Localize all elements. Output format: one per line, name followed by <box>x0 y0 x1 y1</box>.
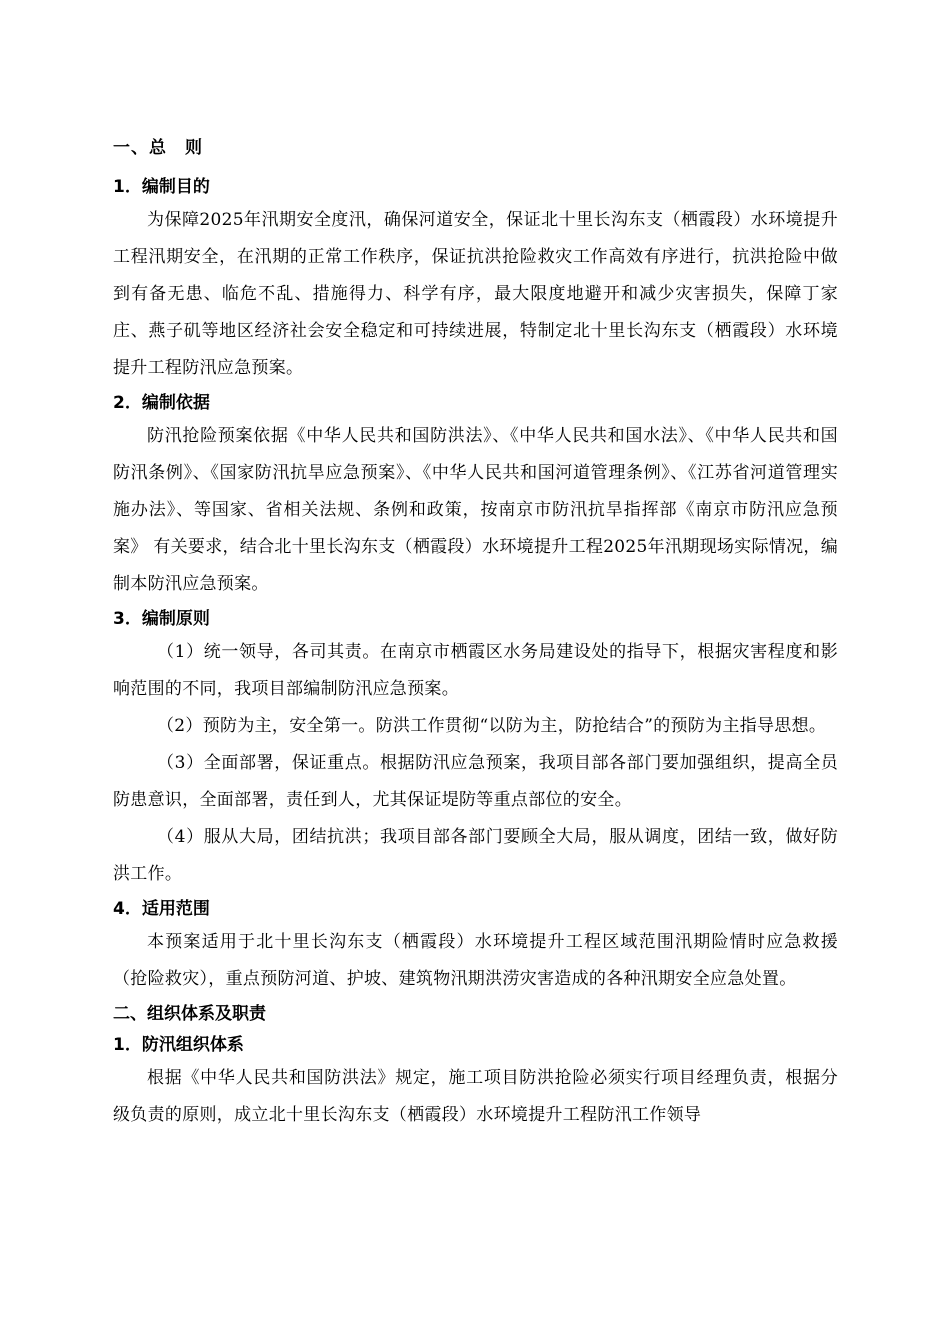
paragraph-principle-2: （2）预防为主，安全第一。防洪工作贯彻“以防为主，防抢结合”的预防为主指导思想。 <box>157 716 827 736</box>
subsection-title-basis: 2．编制依据 <box>113 393 210 413</box>
subsection-title-principles: 3．编制原则 <box>113 609 210 629</box>
subsection-title-purpose: 1．编制目的 <box>113 177 210 197</box>
paragraph-flood-organization: 根据《中华人民共和国防洪法》规定，施工项目防洪抢险必须实行项目经理负责，根据分级负责的原则，成立北十里长沟东支（栖霞段）水环境提升工程防汛工作领导 <box>113 1068 838 1125</box>
paragraph-purpose: 为保障2025年汛期安全度汛，确保河道安全，保证北十里长沟东支（栖霞段）水环境提升工程汛期安全，在汛期的正常工作秩序，保证抗洪抢险救灾工作高效有序进行，抗洪抢险中做到有备无患、临危不乱、措施得力、科学有序，最大限度地避开和减少灾害损失，保障丁家庄、燕子矶等地区经济社会安全稳定和可持续进展，特制定北十里长沟东支（栖霞段）水环境提升工程防汛应急预案。 <box>113 210 838 378</box>
paragraph-principle-3: （3）全面部署，保证重点。根据防汛应急预案，我项目部各部门要加强组织，提高全员防患意识，全面部署，责任到人，尤其保证堤防等重点部位的安全。 <box>113 753 838 810</box>
subsection-title-scope: 4．适用范围 <box>113 899 210 919</box>
subsection-title-flood-organization: 1．防汛组织体系 <box>113 1035 244 1055</box>
paragraph-scope: 本预案适用于北十里长沟东支（栖霞段）水环境提升工程区域范围汛期险情时应急救援（抢险救灾），重点预防河道、护坡、建筑物汛期洪涝灾害造成的各种汛期安全应急处置。 <box>113 932 838 989</box>
paragraph-principle-4: （4）服从大局，团结抗洪；我项目部各部门要顾全大局，服从调度，团结一致，做好防洪工作。 <box>113 827 838 884</box>
section-title-general: 一、总 则 <box>113 138 203 158</box>
section-title-organization: 二、组织体系及职责 <box>113 1004 266 1024</box>
document-body <box>113 132 838 1134</box>
paragraph-principle-1: （1）统一领导，各司其责。在南京市栖霞区水务局建设处的指导下，根据灾害程度和影响范围的不同，我项目部编制防汛应急预案。 <box>113 642 838 699</box>
paragraph-basis: 防汛抢险预案依据《中华人民共和国防洪法》、《中华人民共和国水法》、《中华人民共和国防汛条例》、《国家防汛抗旱应急预案》、《中华人民共和国河道管理条例》、《江苏省河道管理实施办法》、等国家、省相关法规、条例和政策，按南京市防汛抗旱指挥部《南京市防汛应急预案》 有关要求，结合北十里长沟东支（栖霞段）水环境提升工程2025年汛期现场实际情况，编制本防汛应急预案。 <box>113 426 838 594</box>
